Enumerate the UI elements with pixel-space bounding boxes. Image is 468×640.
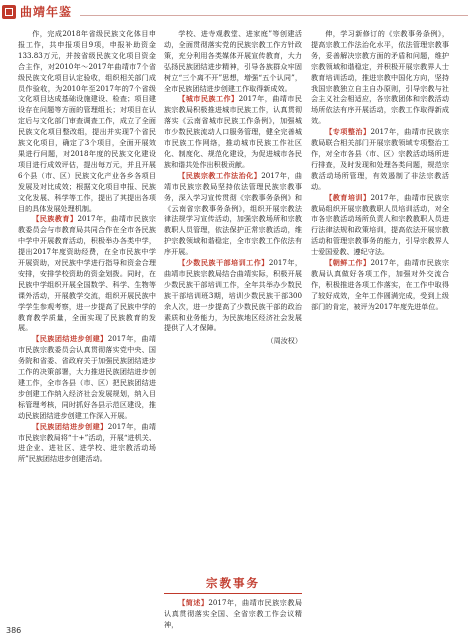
text-column-2	[164, 29, 302, 569]
paragraph-text: 学校、进寺观教堂、进家庭”等创建活动，全面贯彻落实党的民族宗教工作方针政策，充分利用各类媒体开展宣传教育，大力弘扬民族团结进步精神，引导各族群众牢固树立“三个离不开”思想，增强“五个认同”，全市民族团结进步创建工作取得新成效。	[164, 29, 302, 93]
section-intro-keyword: 【简述】	[178, 598, 209, 607]
paragraph-text: 2017年，曲靖市民族宗教委员会与市教育局共同合作在全市各民族中学中开展教育活动，积极举办各类中学，提出2017年度资助经费，在全市民族中学开展资助，对民族中学进行指导和资金合理安排，安排学校资助的资金划拨。同时，在民族中学组织开展全国数学、科学、生物等课外活动，开展教学交流，组织开展民族中学学生参观考察，进一步提高了民族中学的教育教学质量，全面实现了民族教育的发展。	[18, 214, 156, 333]
paragraph-text: 伸，学习新修订的《宗教事务条例》，提高宗教工作法治化水平，依法管理宗教事务，妥善解决宗教方面的矛盾和问题，维护宗教领域和谐稳定，并积极开展宗教界人士教育培训活动，推进宗教中国化方向，坚持我国宗教独立自主自办原则，引导宗教与社会主义社会相适应，各宗教团体和宗教活动场所依法有序开展活动，宗教工作取得新成效。	[311, 29, 449, 126]
paragraph-keyword: 【民族宗教工作法治化】	[178, 170, 262, 180]
paragraph	[164, 29, 302, 94]
paragraph-keyword: 【少数民族干部培训工作】	[178, 258, 269, 268]
paragraph-keyword: 【民族团结进步创建】	[32, 421, 108, 431]
paragraph-text: 2017年，曲靖市民族宗教局将“十+”活动，开展“进机关、进企业、进社区、进学校、进宗教活动场所”民族团结进步创建活动。	[18, 421, 157, 464]
paragraph	[311, 193, 449, 258]
paragraph	[311, 258, 449, 313]
paragraph-keyword: 【城市民族工作】	[178, 94, 239, 104]
yearbook-title: 曲靖年鉴	[20, 5, 73, 19]
paragraph-text: 作，完成2018年省级民族文化体目申报工作，共申报项目9项，申报补助资金133.83万元，并按省级民族文化项目资金合主作，对2010年～2017年曲靖市7个省级民族文化项目认定验收，组织相关部门成员作验收，为2010年至2017年的7个省级文化项目达成基础设施建设、检查；项目建设存在问题等方面的管理组长；对项目在认定后与文化部门审查调查工作，成立了全面民族文化项目整改组，提出并实现7个省民族文化项目，确定了3个项目，全面开展效果进行问题，对2018年度的民族文化建设项目进行成效评估，提出每万元，并且开展6个县（市、区）民族文化产业各乡各项目发展及对比成效；根据文化项目申报、民族文化发展、科学等工作，提出了其提出各项目的具体发展处理机制。	[18, 29, 156, 213]
paragraph-text: 2017年，曲靖市民族宗教局联合相关部门开展宗教领域专项整治工作，对全市各县（市、区）宗教活动场所进行排查，及时发现和处理各类问题，规范宗教活动场所管理，有效遏制了非法宗教活动。	[311, 127, 449, 191]
paragraph-keyword: 【民族教育】	[32, 214, 78, 224]
paragraph-text: 2017年，曲靖市民族宗教局坚持依法管理民族宗教事务，深入学习宣传贯彻《宗教事务条例》和《云南省宗教事务条例》，组织开展宗教法律法规学习宣传活动，加强宗教场所和宗教教职人员管理，依法保护正常宗教活动，维护宗教领域和谐稳定，全市宗教工作依法有序开展。	[164, 170, 302, 257]
paragraph-keyword: 【朝鲜工作】	[325, 258, 371, 268]
paragraph	[311, 29, 449, 127]
paragraph	[18, 214, 156, 334]
paragraph-text: 2017年，曲靖市民族宗教局认真做好各项工作，加强对外交流合作，积极推进各项工作落实，在工作中取得了较好成效，全年工作圆满完成，受到上级部门的肯定，被评为2017年度先进单位。	[311, 258, 449, 311]
page-header	[0, 0, 468, 28]
paragraph-keyword: 【民族团结进步创建】	[32, 334, 108, 344]
paragraph-text: 2017年，曲靖市民族宗教局组织开展宗教教职人员培训活动，对全市各宗教活动场所负责人和宗教教职人员进行法律法规和政策培训，提高依法开展宗教活动和管理宗教事务的能力，引导宗教界人士爱国爱教、遵纪守法。	[311, 192, 449, 257]
author-signature: （周汝权）	[266, 336, 302, 346]
paragraph-text: 2017年，曲靖市民族宗教局积极推进城市民族工作，认真贯彻落实《云南省城市民族工作条例》，加强城市少数民族流动人口服务管理，健全完善城市民族工作网络，推动城市民族工作社区化、制度化、规范化建设，为促进城市各民族和谐共处作出积极贡献。	[164, 94, 302, 169]
section-intro-text: 2017年，曲靖市民族宗教局认真贯彻落实全国、全省宗教工作会议精神，	[164, 598, 302, 629]
section-title: 宗教事务	[206, 576, 260, 590]
paragraph-text: 2017年，曲靖市民族宗教局结合曲靖实际，积极开展少数民族干部培训工作，全年共举办少数民族干部培训班3期，培训少数民族干部300余人次，进一步提高了少数民族干部的政治素质和业务能力，为民族地区经济社会发展提供了人才保障。	[164, 258, 303, 333]
paragraph	[311, 127, 449, 192]
text-column-3	[311, 29, 449, 629]
header-divider	[80, 15, 468, 16]
paragraph	[18, 334, 156, 421]
paragraph	[164, 258, 302, 334]
section-intro	[164, 598, 302, 631]
paragraph-keyword: 【教育培训】	[325, 192, 371, 202]
paragraph	[164, 171, 302, 258]
section-intro-paragraph	[164, 598, 302, 631]
seal-logo-icon	[2, 5, 16, 19]
paragraph-keyword: 【专项整治】	[325, 127, 371, 137]
paragraph-text: 2017年，曲靖市民族宗教委员会认真贯彻落实党中央、国务院和省委、省政府关于加强民族团结进步工作的决策部署，大力推进民族团结进步创建工作，全市各县（市、区）把民族团结进步创建工作纳入经济社会发展规划，纳入目标管理考核，同时抓好各县示范区建设，推动民族团结进步创建工作深入开展。	[18, 334, 157, 420]
page-number: 386	[6, 626, 22, 635]
text-column-1	[18, 29, 156, 621]
paragraph	[164, 94, 302, 170]
paragraph	[18, 29, 156, 214]
paragraph	[18, 422, 156, 466]
section-divider	[164, 593, 302, 594]
